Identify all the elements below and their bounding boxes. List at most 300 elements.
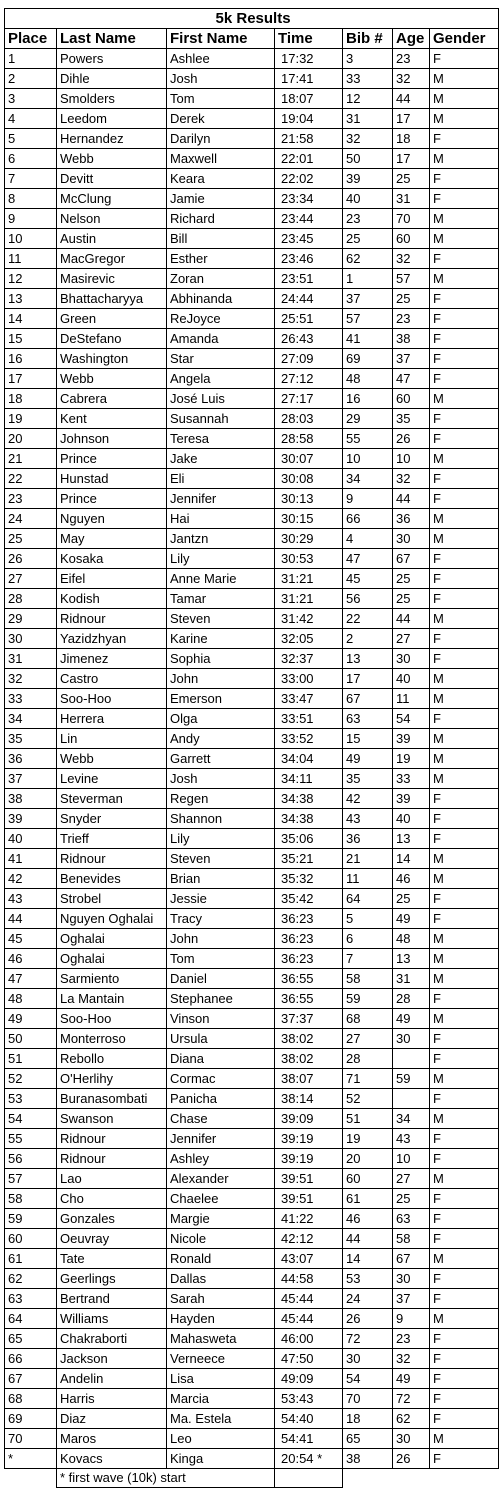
gender-cell: M	[430, 849, 499, 869]
time-cell: 19:04	[275, 109, 343, 129]
last-name-cell: Kent	[57, 409, 167, 429]
table-row	[5, 949, 499, 969]
time-cell: 20:54 *	[275, 1449, 343, 1469]
gender-cell: M	[430, 149, 499, 169]
place-cell: 66	[5, 1349, 57, 1369]
last-name-cell: Powers	[57, 49, 167, 69]
age-cell: 25	[393, 589, 430, 609]
bib-cell: 30	[343, 1349, 393, 1369]
age-cell: 9	[393, 1309, 430, 1329]
last-name-cell: Prince	[57, 449, 167, 469]
place-cell: 44	[5, 909, 57, 929]
table-row	[5, 389, 499, 409]
bib-cell: 61	[343, 1189, 393, 1209]
bib-cell: 13	[343, 649, 393, 669]
table-row	[5, 809, 499, 829]
first-name-cell: Daniel	[167, 969, 275, 989]
table-row	[5, 969, 499, 989]
column-header-first-name: First Name	[167, 29, 275, 49]
bib-cell: 72	[343, 1329, 393, 1349]
last-name-cell: DeStefano	[57, 329, 167, 349]
bib-cell: 10	[343, 449, 393, 469]
gender-cell: F	[430, 129, 499, 149]
first-name-cell: Zoran	[167, 269, 275, 289]
place-cell: 24	[5, 509, 57, 529]
bib-cell: 28	[343, 1049, 393, 1069]
first-name-cell: Ashley	[167, 1149, 275, 1169]
table-row	[5, 829, 499, 849]
place-cell: 12	[5, 269, 57, 289]
table-row	[5, 1149, 499, 1169]
first-name-cell: Josh	[167, 69, 275, 89]
age-cell: 72	[393, 1389, 430, 1409]
bib-cell: 14	[343, 1249, 393, 1269]
place-cell: 50	[5, 1029, 57, 1049]
bib-cell: 43	[343, 809, 393, 829]
first-name-cell: Tracy	[167, 909, 275, 929]
bib-cell: 70	[343, 1389, 393, 1409]
gender-cell: M	[430, 1169, 499, 1189]
age-cell: 46	[393, 869, 430, 889]
bib-cell: 33	[343, 69, 393, 89]
time-cell: 31:21	[275, 589, 343, 609]
bib-cell: 53	[343, 1269, 393, 1289]
last-name-cell: Johnson	[57, 429, 167, 449]
first-name-cell: Angela	[167, 369, 275, 389]
bib-cell: 67	[343, 689, 393, 709]
last-name-cell: Cabrera	[57, 389, 167, 409]
place-cell: 14	[5, 309, 57, 329]
first-name-cell: Diana	[167, 1049, 275, 1069]
gender-cell: M	[430, 1069, 499, 1089]
time-cell: 34:38	[275, 789, 343, 809]
gender-cell: F	[430, 289, 499, 309]
last-name-cell: Prince	[57, 489, 167, 509]
age-cell: 32	[393, 1349, 430, 1369]
first-name-cell: Nicole	[167, 1229, 275, 1249]
first-name-cell: Esther	[167, 249, 275, 269]
last-name-cell: Chakraborti	[57, 1329, 167, 1349]
time-cell: 18:07	[275, 89, 343, 109]
table-row	[5, 869, 499, 889]
age-cell: 32	[393, 69, 430, 89]
first-name-cell: Amanda	[167, 329, 275, 349]
first-name-cell: Cormac	[167, 1069, 275, 1089]
column-header-age: Age	[393, 29, 430, 49]
age-cell: 25	[393, 889, 430, 909]
table-row	[5, 1169, 499, 1189]
last-name-cell: Kodish	[57, 589, 167, 609]
place-cell: 55	[5, 1129, 57, 1149]
first-name-cell: John	[167, 929, 275, 949]
gender-cell: F	[430, 1209, 499, 1229]
age-cell: 25	[393, 569, 430, 589]
gender-cell: F	[430, 189, 499, 209]
time-cell: 35:32	[275, 869, 343, 889]
gender-cell: M	[430, 229, 499, 249]
age-cell: 70	[393, 209, 430, 229]
time-cell: 30:08	[275, 469, 343, 489]
time-cell: 36:23	[275, 909, 343, 929]
gender-cell: M	[430, 69, 499, 89]
place-cell: 60	[5, 1229, 57, 1249]
gender-cell: F	[430, 829, 499, 849]
table-row	[5, 729, 499, 749]
table-row	[5, 49, 499, 69]
age-cell: 13	[393, 829, 430, 849]
first-name-cell: Hai	[167, 509, 275, 529]
column-header-gender: Gender	[430, 29, 499, 49]
gender-cell: F	[430, 1089, 499, 1109]
first-name-cell: Sarah	[167, 1289, 275, 1309]
bib-cell: 2	[343, 629, 393, 649]
table-row	[5, 129, 499, 149]
gender-cell: F	[430, 429, 499, 449]
age-cell: 38	[393, 329, 430, 349]
place-cell: 46	[5, 949, 57, 969]
last-name-cell: Oghalai	[57, 929, 167, 949]
last-name-cell: Ridnour	[57, 609, 167, 629]
last-name-cell: Nelson	[57, 209, 167, 229]
time-cell: 33:47	[275, 689, 343, 709]
gender-cell: M	[430, 389, 499, 409]
bib-cell: 59	[343, 989, 393, 1009]
place-cell: 22	[5, 469, 57, 489]
age-cell: 30	[393, 1029, 430, 1049]
last-name-cell: May	[57, 529, 167, 549]
place-cell: 62	[5, 1269, 57, 1289]
first-name-cell: Star	[167, 349, 275, 369]
time-cell: 23:34	[275, 189, 343, 209]
bib-cell: 57	[343, 309, 393, 329]
table-row	[5, 89, 499, 109]
time-cell: 27:17	[275, 389, 343, 409]
bib-cell: 56	[343, 589, 393, 609]
gender-cell: F	[430, 1129, 499, 1149]
time-cell: 28:58	[275, 429, 343, 449]
age-cell: 34	[393, 1109, 430, 1129]
table-row	[5, 1409, 499, 1429]
bib-cell: 55	[343, 429, 393, 449]
table-row	[5, 429, 499, 449]
place-cell: 33	[5, 689, 57, 709]
first-name-cell: José Luis	[167, 389, 275, 409]
age-cell: 26	[393, 1449, 430, 1469]
table-row	[5, 1109, 499, 1129]
age-cell: 43	[393, 1129, 430, 1149]
table-row	[5, 189, 499, 209]
last-name-cell: Snyder	[57, 809, 167, 829]
last-name-cell: Sarmiento	[57, 969, 167, 989]
place-cell: 6	[5, 149, 57, 169]
bib-cell: 65	[343, 1429, 393, 1449]
time-cell: 36:23	[275, 949, 343, 969]
gender-cell: F	[430, 549, 499, 569]
first-name-cell: Margie	[167, 1209, 275, 1229]
table-row	[5, 1349, 499, 1369]
last-name-cell: Hernandez	[57, 129, 167, 149]
table-row	[5, 789, 499, 809]
bib-cell: 45	[343, 569, 393, 589]
gender-cell: M	[430, 929, 499, 949]
last-name-cell: Lin	[57, 729, 167, 749]
place-cell: 21	[5, 449, 57, 469]
gender-cell: F	[430, 1229, 499, 1249]
first-name-cell: Chase	[167, 1109, 275, 1129]
bib-cell: 38	[343, 1449, 393, 1469]
gender-cell: F	[430, 1289, 499, 1309]
first-name-cell: Brian	[167, 869, 275, 889]
table-row	[5, 629, 499, 649]
place-cell: 39	[5, 809, 57, 829]
age-cell: 28	[393, 989, 430, 1009]
first-name-cell: Sophia	[167, 649, 275, 669]
place-cell: 2	[5, 69, 57, 89]
bib-cell: 11	[343, 869, 393, 889]
time-cell: 36:55	[275, 969, 343, 989]
gender-cell: M	[430, 209, 499, 229]
time-cell: 43:07	[275, 1249, 343, 1269]
place-cell: 27	[5, 569, 57, 589]
first-name-cell: Mahasweta	[167, 1329, 275, 1349]
last-name-cell: Webb	[57, 369, 167, 389]
table-row	[5, 1369, 499, 1389]
last-name-cell: Eifel	[57, 569, 167, 589]
last-name-cell: Cho	[57, 1189, 167, 1209]
time-cell: 30:53	[275, 549, 343, 569]
bib-cell: 58	[343, 969, 393, 989]
age-cell: 62	[393, 1409, 430, 1429]
first-name-cell: Richard	[167, 209, 275, 229]
place-cell: 63	[5, 1289, 57, 1309]
time-cell: 30:15	[275, 509, 343, 529]
first-name-cell: Maxwell	[167, 149, 275, 169]
table-row	[5, 549, 499, 569]
bib-cell: 31	[343, 109, 393, 129]
age-cell: 30	[393, 649, 430, 669]
time-cell: 36:23	[275, 929, 343, 949]
time-cell: 36:55	[275, 989, 343, 1009]
age-cell: 18	[393, 129, 430, 149]
gender-cell: F	[430, 569, 499, 589]
first-name-cell: Josh	[167, 769, 275, 789]
gender-cell: M	[430, 609, 499, 629]
age-cell: 17	[393, 149, 430, 169]
gender-cell: F	[430, 1149, 499, 1169]
gender-cell: F	[430, 1389, 499, 1409]
age-cell: 19	[393, 749, 430, 769]
bib-cell: 25	[343, 229, 393, 249]
table-row	[5, 1009, 499, 1029]
gender-cell: F	[430, 469, 499, 489]
gender-cell: M	[430, 1429, 499, 1449]
footnote-row	[5, 1469, 499, 1488]
bib-cell: 26	[343, 1309, 393, 1329]
age-cell: 32	[393, 469, 430, 489]
table-body	[5, 49, 499, 1469]
place-cell: 58	[5, 1189, 57, 1209]
last-name-cell: Castro	[57, 669, 167, 689]
place-cell: 31	[5, 649, 57, 669]
first-name-cell: Darilyn	[167, 129, 275, 149]
last-name-cell: Oghalai	[57, 949, 167, 969]
place-cell: 35	[5, 729, 57, 749]
place-cell: 10	[5, 229, 57, 249]
gender-cell: M	[430, 669, 499, 689]
age-cell: 37	[393, 1289, 430, 1309]
last-name-cell: Buranasombati	[57, 1089, 167, 1109]
age-cell: 60	[393, 389, 430, 409]
age-cell: 67	[393, 549, 430, 569]
table-row	[5, 149, 499, 169]
bib-cell: 7	[343, 949, 393, 969]
table-row	[5, 229, 499, 249]
time-cell: 33:51	[275, 709, 343, 729]
age-cell: 49	[393, 1009, 430, 1029]
last-name-cell: Yazidzhyan	[57, 629, 167, 649]
gender-cell: F	[430, 1449, 499, 1469]
table-title: 5k Results	[5, 9, 499, 29]
place-cell: 34	[5, 709, 57, 729]
first-name-cell: Ronald	[167, 1249, 275, 1269]
age-cell: 39	[393, 789, 430, 809]
first-name-cell: Teresa	[167, 429, 275, 449]
table-row	[5, 589, 499, 609]
time-cell: 39:19	[275, 1129, 343, 1149]
last-name-cell: Strobel	[57, 889, 167, 909]
table-row	[5, 109, 499, 129]
time-cell: 32:37	[275, 649, 343, 669]
last-name-cell: La Mantain	[57, 989, 167, 1009]
last-name-cell: Harris	[57, 1389, 167, 1409]
table-row	[5, 1449, 499, 1469]
age-cell: 23	[393, 309, 430, 329]
place-cell: 23	[5, 489, 57, 509]
time-cell: 27:09	[275, 349, 343, 369]
first-name-cell: Alexander	[167, 1169, 275, 1189]
last-name-cell: Soo-Hoo	[57, 1009, 167, 1029]
table-row	[5, 929, 499, 949]
age-cell	[393, 1089, 430, 1109]
bib-cell: 1	[343, 269, 393, 289]
age-cell: 49	[393, 909, 430, 929]
table-row	[5, 669, 499, 689]
table-row	[5, 1189, 499, 1209]
table-row	[5, 349, 499, 369]
age-cell: 54	[393, 709, 430, 729]
table-row	[5, 169, 499, 189]
time-cell: 53:43	[275, 1389, 343, 1409]
time-cell: 34:38	[275, 809, 343, 829]
gender-cell: F	[430, 169, 499, 189]
results-table	[4, 8, 499, 1488]
age-cell: 39	[393, 729, 430, 749]
age-cell: 23	[393, 49, 430, 69]
table-row	[5, 1069, 499, 1089]
first-name-cell: Jake	[167, 449, 275, 469]
time-cell: 31:42	[275, 609, 343, 629]
last-name-cell: Ridnour	[57, 1129, 167, 1149]
last-name-cell: O'Herlihy	[57, 1069, 167, 1089]
first-name-cell: Lily	[167, 829, 275, 849]
gender-cell: F	[430, 889, 499, 909]
time-cell: 23:51	[275, 269, 343, 289]
bib-cell: 32	[343, 129, 393, 149]
place-cell: 5	[5, 129, 57, 149]
age-cell: 13	[393, 949, 430, 969]
age-cell: 10	[393, 1149, 430, 1169]
place-cell: 59	[5, 1209, 57, 1229]
first-name-cell: Steven	[167, 609, 275, 629]
gender-cell: M	[430, 949, 499, 969]
last-name-cell: Nguyen	[57, 509, 167, 529]
age-cell: 27	[393, 629, 430, 649]
age-cell: 40	[393, 669, 430, 689]
last-name-cell: Ridnour	[57, 1149, 167, 1169]
place-cell: 41	[5, 849, 57, 869]
place-cell: 26	[5, 549, 57, 569]
last-name-cell: Levine	[57, 769, 167, 789]
last-name-cell: Smolders	[57, 89, 167, 109]
age-cell: 31	[393, 189, 430, 209]
table-row	[5, 689, 499, 709]
time-cell: 45:44	[275, 1309, 343, 1329]
gender-cell: F	[430, 1049, 499, 1069]
gender-cell: M	[430, 769, 499, 789]
bib-cell: 66	[343, 509, 393, 529]
column-header-time: Time	[275, 29, 343, 49]
place-cell: 57	[5, 1169, 57, 1189]
first-name-cell: Lily	[167, 549, 275, 569]
last-name-cell: Swanson	[57, 1109, 167, 1129]
title-row	[5, 9, 499, 29]
last-name-cell: Oeuvray	[57, 1229, 167, 1249]
column-header-place: Place	[5, 29, 57, 49]
time-cell: 42:12	[275, 1229, 343, 1249]
time-cell: 23:45	[275, 229, 343, 249]
last-name-cell: Leedom	[57, 109, 167, 129]
age-cell	[393, 1049, 430, 1069]
column-header-last-name: Last Name	[57, 29, 167, 49]
place-cell: 69	[5, 1409, 57, 1429]
place-cell: 7	[5, 169, 57, 189]
bib-cell: 48	[343, 369, 393, 389]
bib-cell: 51	[343, 1109, 393, 1129]
table-row	[5, 1089, 499, 1109]
time-cell: 17:41	[275, 69, 343, 89]
time-cell: 27:12	[275, 369, 343, 389]
time-cell: 44:58	[275, 1269, 343, 1289]
bib-cell: 64	[343, 889, 393, 909]
place-cell: 8	[5, 189, 57, 209]
age-cell: 49	[393, 1369, 430, 1389]
bib-cell: 19	[343, 1129, 393, 1149]
time-cell: 35:42	[275, 889, 343, 909]
place-cell: *	[5, 1449, 57, 1469]
place-cell: 13	[5, 289, 57, 309]
first-name-cell: Dallas	[167, 1269, 275, 1289]
table-row	[5, 569, 499, 589]
time-cell: 54:41	[275, 1429, 343, 1449]
time-cell: 38:07	[275, 1069, 343, 1089]
bib-cell: 42	[343, 789, 393, 809]
gender-cell: F	[430, 629, 499, 649]
bib-cell: 54	[343, 1369, 393, 1389]
gender-cell: M	[430, 1249, 499, 1269]
last-name-cell: Benevides	[57, 869, 167, 889]
place-cell: 3	[5, 89, 57, 109]
last-name-cell: Webb	[57, 149, 167, 169]
